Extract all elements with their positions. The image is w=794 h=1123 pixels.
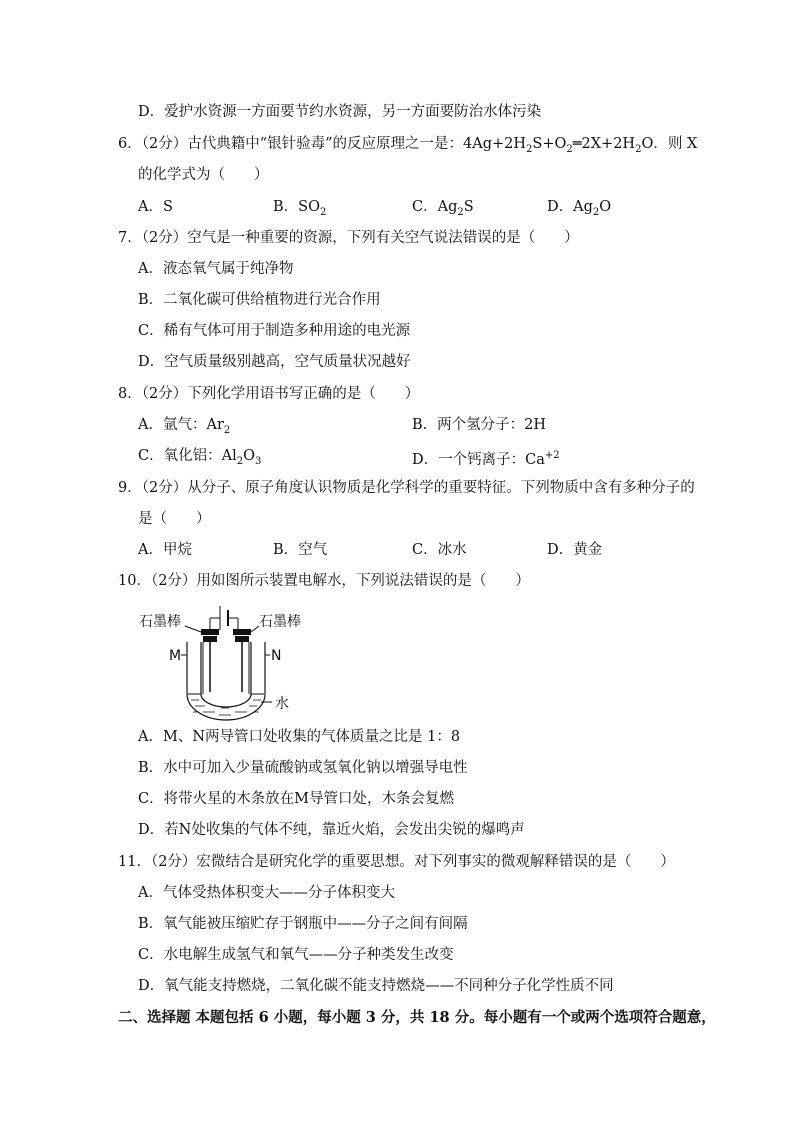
- left-electrode-label: 石墨棒: [139, 614, 181, 630]
- q6-text: 6．（2分）古代典籍中“银针验毒”的反应原理之一是：4Ag+2H: [118, 136, 527, 152]
- label-leader: [185, 626, 201, 632]
- u-tube-inner: [201, 642, 251, 707]
- q6-sub: 2: [635, 143, 642, 155]
- q11-option-c: C．水电解生成氢气和氧气——分子种类发生改变: [138, 947, 454, 963]
- q11-option-b: B．氧气能被压缩贮存于钢瓶中——分子之间有间隔: [138, 916, 468, 932]
- q8-stem: 8．（2分）下列化学用语书写正确的是（ ）: [118, 386, 420, 402]
- q8-c-sub: 2: [236, 455, 244, 467]
- q6-text: S+O: [532, 136, 567, 152]
- m-label: M: [169, 648, 182, 664]
- q6-d-text: D．Ag: [547, 199, 593, 215]
- water-label: 水: [275, 696, 289, 712]
- electrode-cap-left: [201, 629, 219, 635]
- q11-option-a: A．气体受热体积变大——分子体积变大: [138, 885, 395, 901]
- q10-option-b: B．水中可加入少量硫酸钠或氢氧化钠以增强导电性: [138, 760, 468, 776]
- q9-stem-line2: 是（ ）: [138, 511, 211, 527]
- electrolysis-apparatus-figure: [135, 596, 315, 726]
- q9-option-d: D．黄金: [547, 542, 603, 558]
- q8-option-d: [412, 446, 560, 470]
- q6-sub: 2: [526, 143, 533, 155]
- q8-d-sup: +2: [544, 450, 560, 461]
- q6-c-text: C．Ag: [412, 199, 458, 215]
- q10-option-d: D．若N处收集的气体不纯，靠近火焰，会发出尖锐的爆鸣声: [138, 822, 525, 838]
- q6-stem-line1: [118, 134, 697, 160]
- q8-c-text: C．氧化铝：Al: [138, 448, 237, 464]
- q6-c-text2: S: [463, 199, 474, 215]
- q6-text: O．则 X: [641, 136, 698, 152]
- label-leader: [251, 626, 259, 632]
- q9-option-c: C．冰水: [412, 542, 467, 558]
- q7-stem: 7．（2分）空气是一种重要的资源，下列有关空气说法错误的是（ ）: [118, 230, 579, 246]
- q5-option-d: D．爱护水资源一方面要节约水资源，另一方面要防治水体污染: [138, 104, 542, 120]
- q6-stem-line2: 的化学式为（ ）: [138, 167, 269, 183]
- q8-option-b: B．两个氢分子：2H: [412, 417, 547, 433]
- q6-d-text2: O: [599, 199, 612, 215]
- q6-option-c: [412, 197, 474, 223]
- electrode-cap-right: [233, 629, 251, 635]
- q10-option-c: C．将带火星的木条放在M导管口处，木条会复燃: [138, 791, 454, 807]
- q6-c-sub: 2: [457, 206, 464, 218]
- q8-a-sub: 2: [223, 424, 231, 436]
- section-2-heading: 二、选择题 本题包括 6 小题，每小题 3 分，共 18 分。每小题有一个或两个选项符合题意，: [118, 1009, 716, 1026]
- stopper-right: [235, 636, 249, 642]
- q6-d-sub: 2: [592, 206, 600, 218]
- q6-b-sub: 2: [319, 206, 327, 218]
- q11-stem: 11．（2分）宏微结合是研究化学的重要思想。对下列事实的微观解释错误的是（ ）: [118, 854, 675, 870]
- q8-c-text2: O: [243, 448, 255, 464]
- q8-a-text: A．氩气：Ar: [138, 417, 224, 433]
- q7-option-a: A．液态氧气属于纯净物: [138, 261, 294, 277]
- n-label: N: [271, 648, 282, 664]
- q6-b-text: B．SO: [273, 199, 320, 215]
- q8-d-text: D．一个钙离子：Ca: [412, 451, 545, 468]
- q6-sub: 2: [566, 143, 573, 155]
- q8-option-a: [138, 415, 230, 441]
- q9-option-a: A．甲烷: [138, 542, 192, 558]
- stopper-left: [203, 636, 217, 642]
- q6-option-a: A．S: [138, 199, 173, 215]
- q10-stem: 10．（2分）用如图所示装置电解水，下列说法错误的是（ ）: [118, 573, 530, 589]
- q8-option-c: [138, 446, 261, 472]
- q7-option-d: D．空气质量级别越高，空气质量状况越好: [138, 354, 411, 370]
- right-electrode-label: 石墨棒: [259, 614, 301, 630]
- q9-stem-line1: 9．（2分）从分子、原子角度认识物质是化学科学的重要特征。下列物质中含有多种分子的: [118, 480, 695, 496]
- q9-option-b: B．空气: [273, 542, 328, 558]
- q7-option-b: B．二氧化碳可供给植物进行光合作用: [138, 292, 381, 308]
- q11-option-d: D．氧气能支持燃烧，二氧化碳不能支持燃烧——不同种分子化学性质不同: [138, 978, 614, 994]
- q7-option-c: C．稀有气体可用于制造多种用途的电光源: [138, 323, 411, 339]
- q10-option-a: A．M、N两导管口处收集的气体质量之比是 1：8: [138, 729, 461, 745]
- q8-c-sub2: 3: [254, 455, 262, 467]
- q6-option-d: [547, 197, 611, 223]
- q6-option-b: [273, 197, 326, 223]
- q6-text: ═2X+2H: [572, 136, 636, 152]
